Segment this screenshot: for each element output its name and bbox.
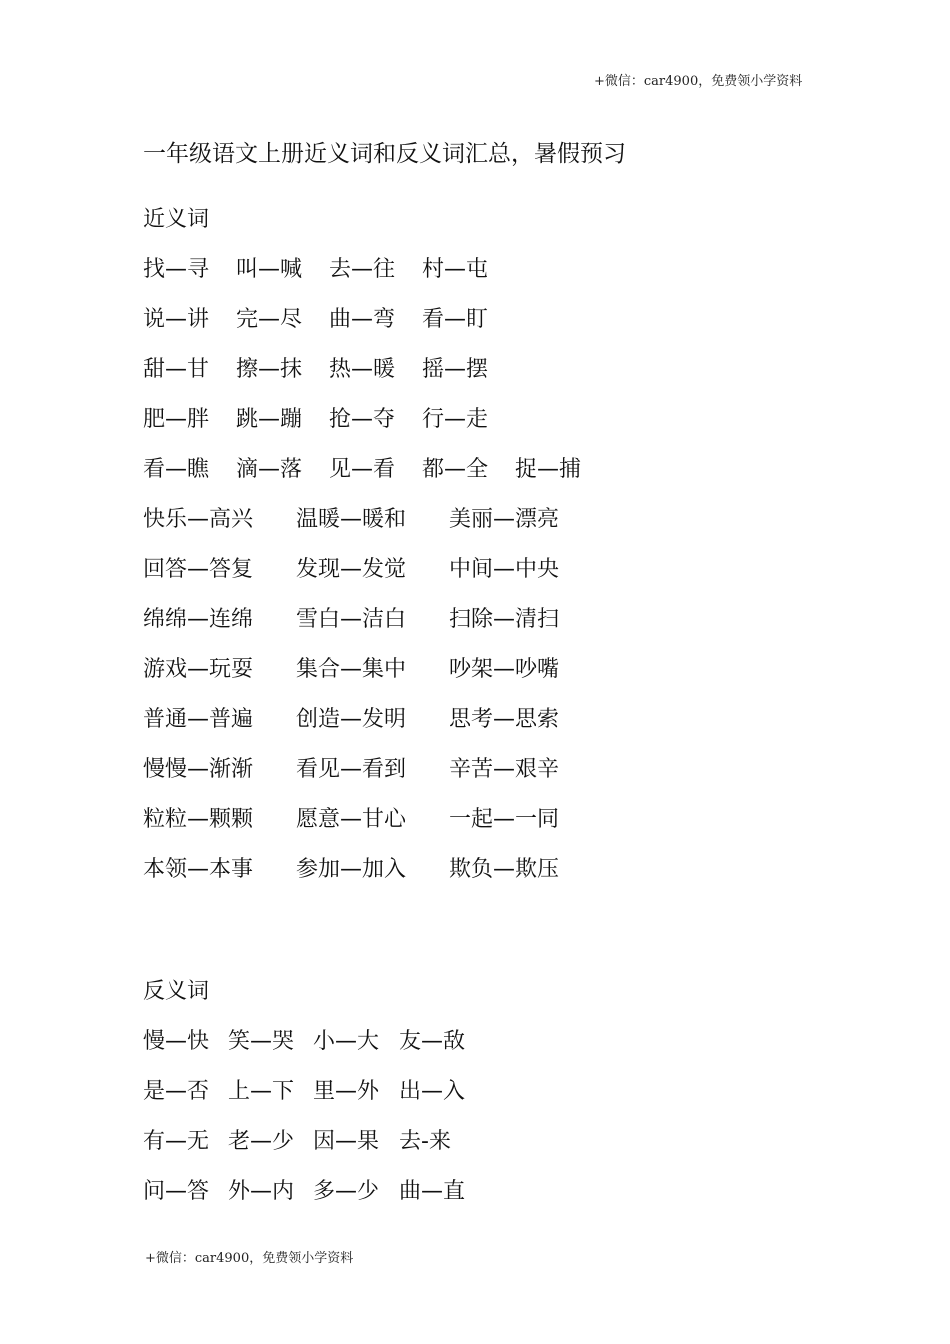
- word-pair: 外—内: [228, 1179, 295, 1204]
- word-pair: 抢—夺: [329, 407, 396, 432]
- word-pair: 看—瞧: [143, 457, 210, 482]
- word-pair: 见—看: [329, 457, 396, 482]
- header-watermark-note: +微信：car4900，免费领小学资料: [594, 74, 803, 89]
- word-pair: 说—讲: [143, 307, 210, 332]
- word-pair: 因—果: [313, 1129, 380, 1154]
- word-pair: 跳—蹦: [236, 407, 303, 432]
- synonyms-heading: 近义词: [143, 207, 210, 232]
- word-pair: 辛苦—艰辛: [449, 757, 560, 782]
- word-pair: 叫—喊: [236, 257, 303, 282]
- word-pair: 肥—胖: [143, 407, 210, 432]
- word-pair: 上—下: [228, 1079, 295, 1104]
- word-pair: 小—大: [313, 1029, 380, 1054]
- word-pair: 普通—普遍: [143, 707, 254, 732]
- word-pair: 完—尽: [236, 307, 303, 332]
- word-pair: 思考—思索: [449, 707, 560, 732]
- word-pair: 村—屯: [422, 257, 489, 282]
- word-pair: 参加—加入: [296, 857, 407, 882]
- word-pair: 集合—集中: [296, 657, 407, 682]
- word-pair: 出—入: [399, 1079, 466, 1104]
- word-pair: 粒粒—颗颗: [143, 807, 254, 832]
- word-pair: 行—走: [422, 407, 489, 432]
- word-pair: 创造—发明: [296, 707, 407, 732]
- word-pair: 看见—看到: [296, 757, 407, 782]
- word-pair: 笑—哭: [228, 1029, 295, 1054]
- word-pair: 热—暖: [329, 357, 396, 382]
- word-pair: 中间—中央: [449, 557, 560, 582]
- word-pair: 问—答: [143, 1179, 210, 1204]
- word-pair: 去—往: [329, 257, 396, 282]
- word-pair: 绵绵—连绵: [143, 607, 254, 632]
- word-pair: 去-来: [399, 1129, 451, 1154]
- word-pair: 回答—答复: [143, 557, 254, 582]
- word-pair: 看—盯: [422, 307, 489, 332]
- word-pair: 一起—一同: [449, 807, 560, 832]
- word-pair: 捉—捕: [515, 457, 582, 482]
- word-pair: 美丽—漂亮: [449, 507, 560, 532]
- page-title: 一年级语文上册近义词和反义词汇总，暑假预习: [143, 141, 626, 167]
- word-pair: 本领—本事: [143, 857, 254, 882]
- word-pair: 慢慢—渐渐: [143, 757, 254, 782]
- word-pair: 慢—快: [143, 1029, 210, 1054]
- word-pair: 发现—发觉: [296, 557, 407, 582]
- footer-watermark-note: +微信：car4900，免费领小学资料: [145, 1251, 354, 1266]
- word-pair: 吵架—吵嘴: [449, 657, 560, 682]
- word-pair: 欺负—欺压: [449, 857, 560, 882]
- word-pair: 找—寻: [143, 257, 210, 282]
- word-pair: 愿意—甘心: [296, 807, 407, 832]
- word-pair: 都—全: [422, 457, 489, 482]
- word-pair: 甜—甘: [143, 357, 210, 382]
- word-pair: 擦—抹: [236, 357, 303, 382]
- word-pair: 快乐—高兴: [143, 507, 254, 532]
- word-pair: 曲—弯: [329, 307, 396, 332]
- word-pair: 扫除—清扫: [449, 607, 560, 632]
- word-pair: 雪白—洁白: [296, 607, 407, 632]
- word-pair: 里—外: [313, 1079, 380, 1104]
- word-pair: 是—否: [143, 1079, 210, 1104]
- word-pair: 老—少: [228, 1129, 295, 1154]
- word-pair: 滴—落: [236, 457, 303, 482]
- word-pair: 游戏—玩耍: [143, 657, 254, 682]
- word-pair: 温暖—暖和: [296, 507, 407, 532]
- word-pair: 多—少: [313, 1179, 380, 1204]
- word-pair: 曲—直: [399, 1179, 466, 1204]
- word-pair: 友—敌: [399, 1029, 466, 1054]
- word-pair: 有—无: [143, 1129, 210, 1154]
- word-pair: 摇—摆: [422, 357, 489, 382]
- antonyms-heading: 反义词: [143, 979, 210, 1004]
